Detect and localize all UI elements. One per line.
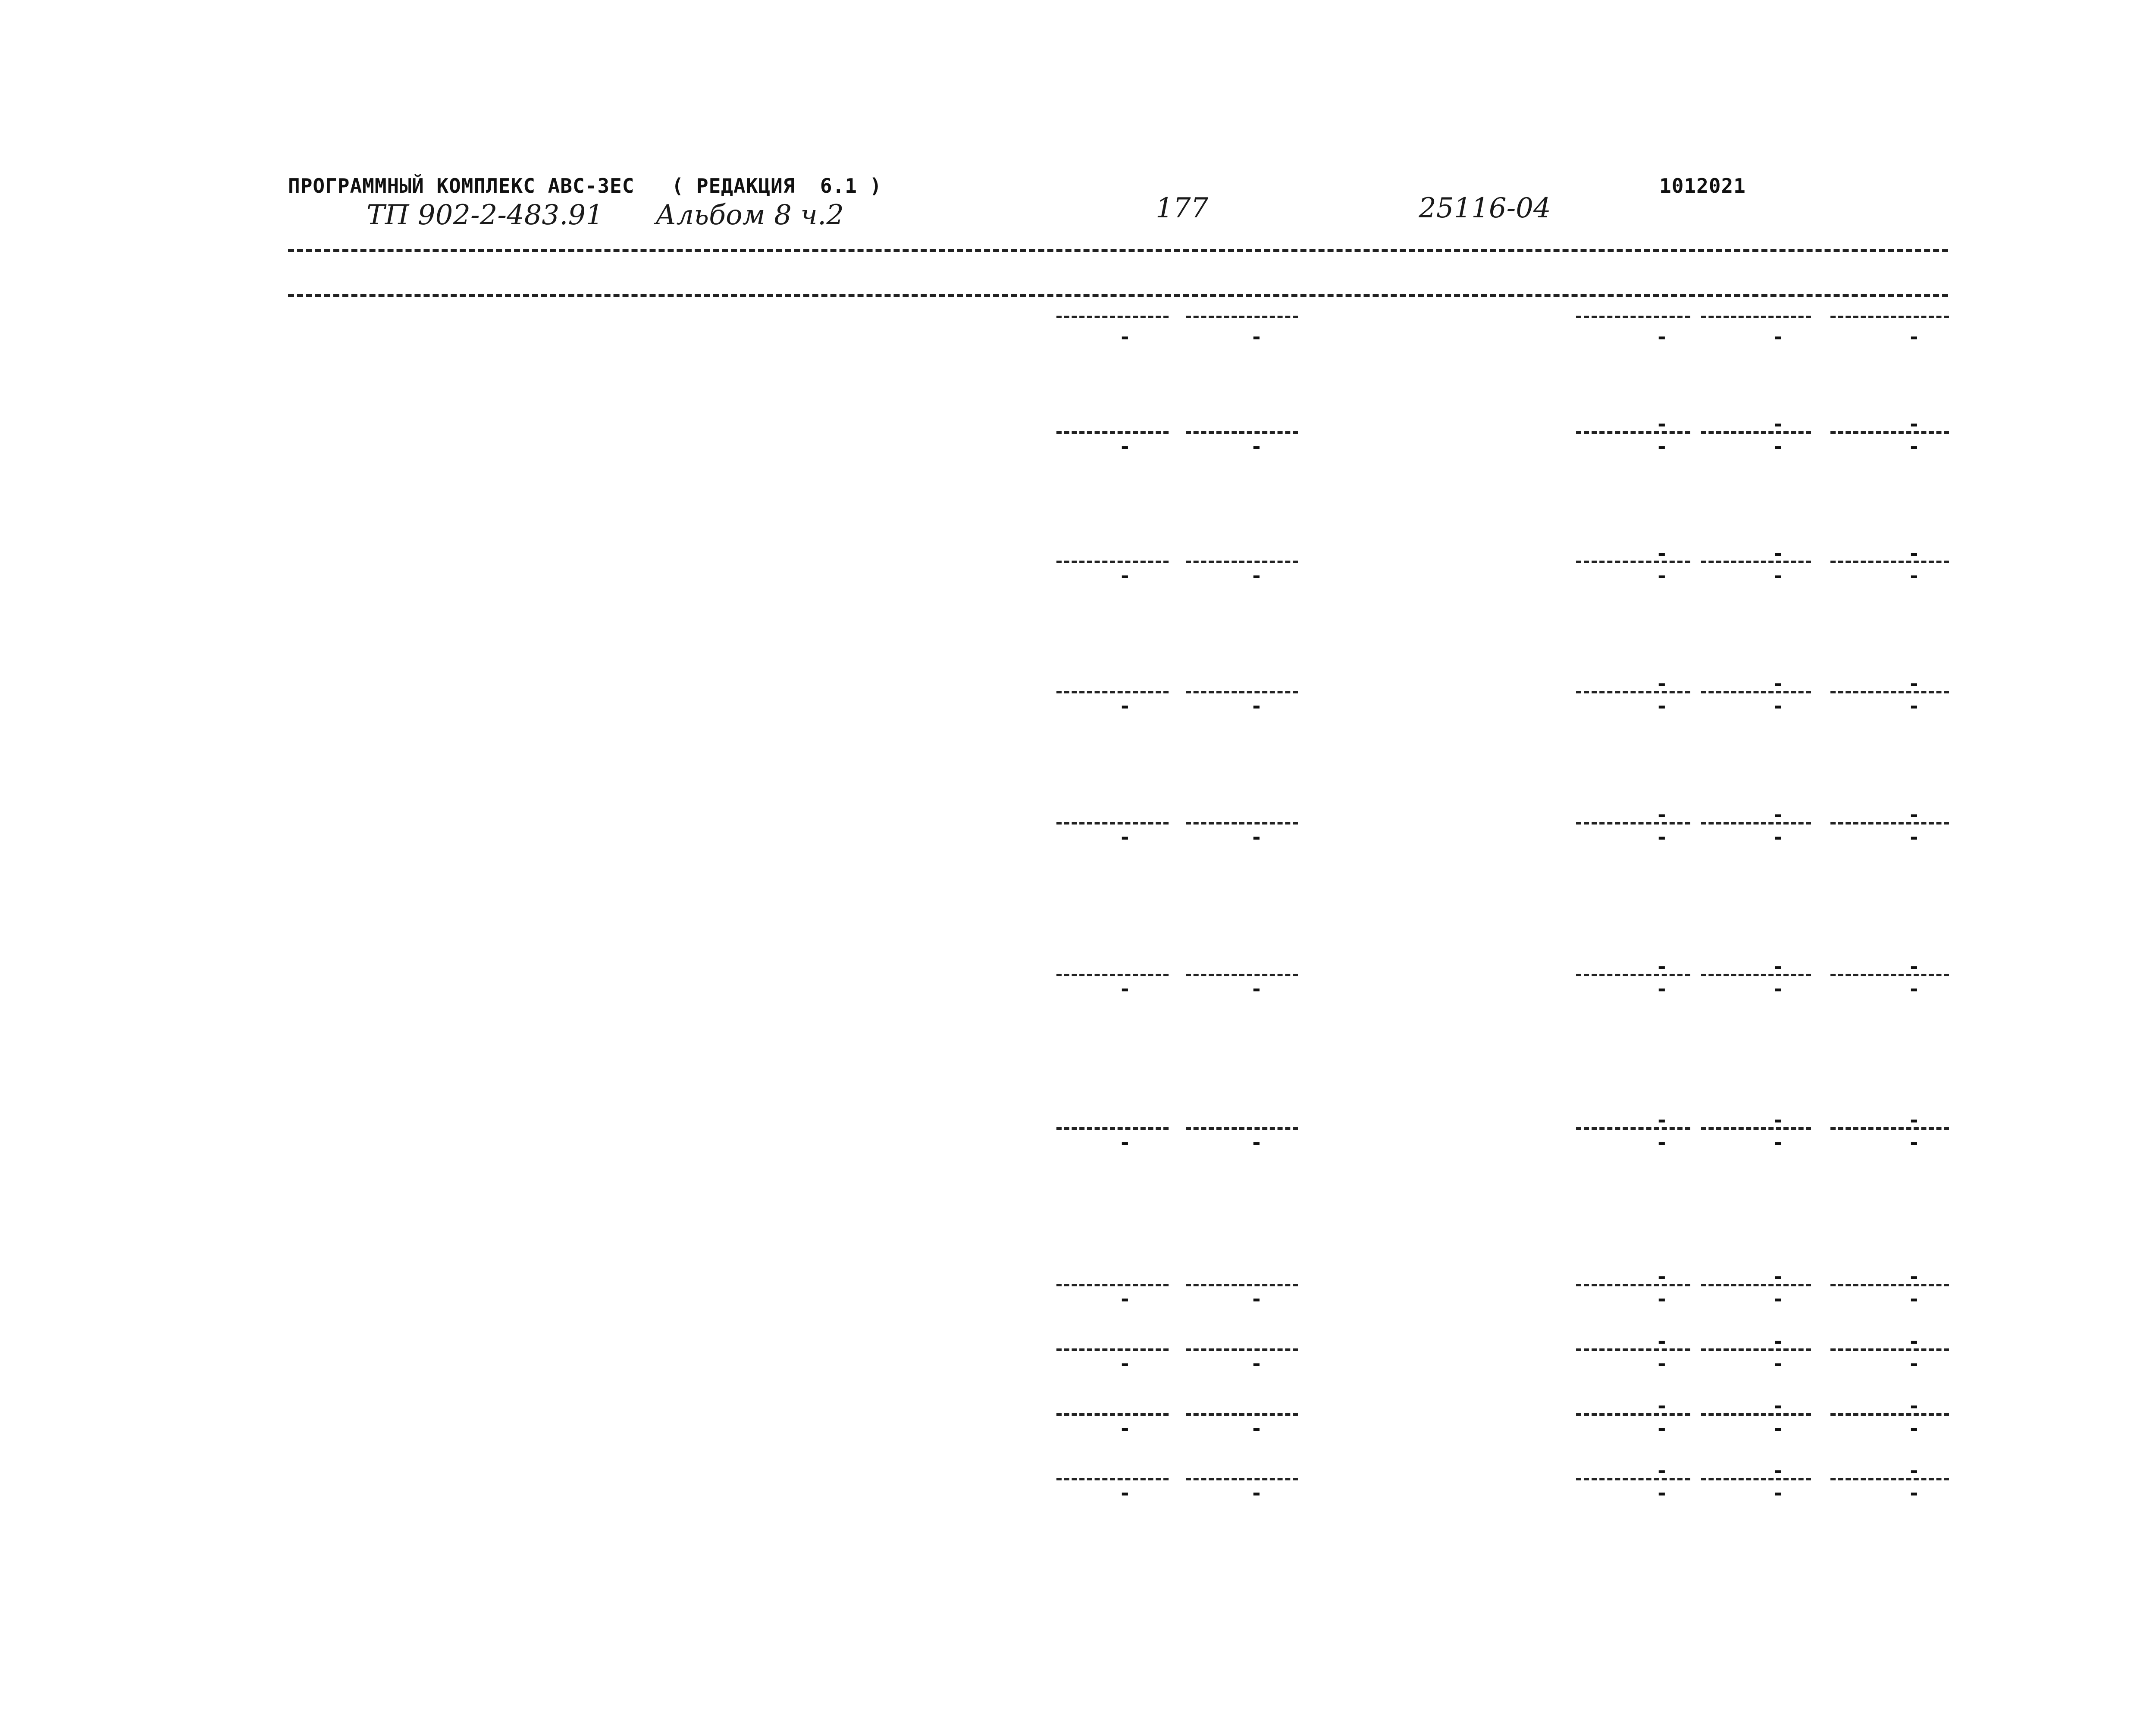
placeholder-dash-col11: - (1908, 1131, 1921, 1154)
subtotal-rule-col9 (1576, 316, 1690, 318)
placeholder-dash-col11: - (1908, 955, 1921, 978)
subtotal-rule-col9 (1576, 1284, 1690, 1286)
subtotal-rule-col11 (1830, 1284, 1949, 1286)
placeholder-dash-col5: - (1119, 1287, 1131, 1310)
placeholder-dash-col11: - (1908, 1481, 1921, 1505)
subtotal-rule-col11 (1830, 691, 1949, 693)
placeholder-dash-col6: - (1250, 1131, 1263, 1154)
placeholder-dash-col5: - (1119, 325, 1131, 348)
subtotal-rule-col9 (1576, 691, 1690, 693)
placeholder-dash-col10: - (1772, 977, 1785, 1000)
placeholder-dash-col10: - (1772, 435, 1785, 458)
subtotal-rule-col6 (1186, 822, 1298, 825)
program-header: ПРОГРАММНЫЙ КОМПЛЕКС АВС-3ЕС ( РЕДАКЦИЯ 6.1 ) (288, 174, 882, 198)
subtotal-rule-col6 (1186, 561, 1298, 563)
placeholder-dash-col9: - (1656, 1131, 1668, 1154)
placeholder-dash-col10: - (1772, 1394, 1785, 1417)
placeholder-dash-col10: - (1772, 672, 1785, 695)
placeholder-dash-col11: - (1908, 542, 1921, 565)
placeholder-dash-col10: - (1772, 1352, 1785, 1375)
subtotal-rule-col5 (1056, 1127, 1169, 1130)
subtotal-rule-col11 (1830, 316, 1949, 318)
placeholder-dash-col6: - (1250, 564, 1263, 587)
placeholder-dash-col9: - (1656, 1459, 1668, 1482)
placeholder-dash-col5: - (1119, 977, 1131, 1000)
placeholder-dash-col10: - (1772, 1481, 1785, 1505)
placeholder-dash-col10: - (1772, 412, 1785, 436)
placeholder-dash-col11: - (1908, 1265, 1921, 1288)
placeholder-dash-col11: - (1908, 825, 1921, 849)
subtotal-rule-col9 (1576, 431, 1690, 434)
placeholder-dash-col11: - (1908, 1108, 1921, 1132)
subtotal-rule-col10 (1701, 822, 1811, 825)
placeholder-dash-col9: - (1656, 825, 1668, 849)
placeholder-dash-col10: - (1772, 1131, 1785, 1154)
placeholder-dash-col11: - (1908, 1394, 1921, 1417)
subtotal-rule-col10 (1701, 974, 1811, 976)
subtotal-rule-col11 (1830, 1478, 1949, 1480)
subtotal-rule-col11 (1830, 1348, 1949, 1351)
placeholder-dash-col9: - (1656, 412, 1668, 436)
placeholder-dash-col9: - (1656, 325, 1668, 348)
subtotal-rule-col11 (1830, 561, 1949, 563)
placeholder-dash-col9: - (1656, 1481, 1668, 1505)
placeholder-dash-col6: - (1250, 1352, 1263, 1375)
placeholder-dash-col11: - (1908, 1417, 1921, 1440)
placeholder-dash-col5: - (1119, 1481, 1131, 1505)
placeholder-dash-col11: - (1908, 1329, 1921, 1353)
subtotal-rule-col10 (1701, 431, 1811, 434)
placeholder-dash-col9: - (1656, 435, 1668, 458)
placeholder-dash-col5: - (1119, 435, 1131, 458)
placeholder-dash-col11: - (1908, 1287, 1921, 1310)
placeholder-dash-col10: - (1772, 955, 1785, 978)
placeholder-dash-col10: - (1772, 325, 1785, 348)
subtotal-rule-col5 (1056, 561, 1169, 563)
placeholder-dash-col11: - (1908, 694, 1921, 718)
document-code: 1012021 (1659, 174, 1746, 198)
placeholder-dash-col5: - (1119, 694, 1131, 718)
placeholder-dash-col9: - (1656, 542, 1668, 565)
subtotal-rule-col10 (1701, 691, 1811, 693)
placeholder-dash-col9: - (1656, 1394, 1668, 1417)
subtotal-rule-col6 (1186, 1127, 1298, 1130)
placeholder-dash-col10: - (1772, 542, 1785, 565)
placeholder-dash-col6: - (1250, 694, 1263, 718)
subtotal-rule-col9 (1576, 1127, 1690, 1130)
placeholder-dash-col11: - (1908, 977, 1921, 1000)
handwritten-project: ТП 902-2-483.91 (367, 199, 603, 231)
placeholder-dash-col10: - (1772, 803, 1785, 826)
subtotal-rule-col5 (1056, 1413, 1169, 1416)
placeholder-dash-col6: - (1250, 825, 1263, 849)
subtotal-rule-col5 (1056, 691, 1169, 693)
subtotal-rule-col9 (1576, 1413, 1690, 1416)
subtotal-rule-col6 (1186, 1478, 1298, 1480)
placeholder-dash-col10: - (1772, 825, 1785, 849)
placeholder-dash-col10: - (1772, 1287, 1785, 1310)
placeholder-dash-col11: - (1908, 672, 1921, 695)
handwritten-album: Альбом 8 ч.2 (655, 199, 844, 231)
placeholder-dash-col10: - (1772, 1108, 1785, 1132)
placeholder-dash-col11: - (1908, 412, 1921, 436)
placeholder-dash-col9: - (1656, 1329, 1668, 1353)
placeholder-dash-col6: - (1250, 1417, 1263, 1440)
subtotal-rule-col9 (1576, 561, 1690, 563)
subtotal-rule-col11 (1830, 1413, 1949, 1416)
subtotal-rule-col10 (1701, 1413, 1811, 1416)
header-bottom-rule (288, 294, 1948, 297)
subtotal-rule-col9 (1576, 1348, 1690, 1351)
subtotal-rule-col9 (1576, 974, 1690, 976)
placeholder-dash-col10: - (1772, 564, 1785, 587)
placeholder-dash-col5: - (1119, 1417, 1131, 1440)
placeholder-dash-col6: - (1250, 325, 1263, 348)
subtotal-rule-col6 (1186, 1284, 1298, 1286)
placeholder-dash-col5: - (1119, 1131, 1131, 1154)
placeholder-dash-col9: - (1656, 564, 1668, 587)
subtotal-rule-col6 (1186, 691, 1298, 693)
placeholder-dash-col10: - (1772, 1417, 1785, 1440)
placeholder-dash-col6: - (1250, 1481, 1263, 1505)
subtotal-rule-col9 (1576, 822, 1690, 825)
placeholder-dash-col9: - (1656, 1287, 1668, 1310)
placeholder-dash-col11: - (1908, 325, 1921, 348)
subtotal-rule-col11 (1830, 431, 1949, 434)
placeholder-dash-col11: - (1908, 803, 1921, 826)
subtotal-rule-col5 (1056, 1348, 1169, 1351)
placeholder-dash-col9: - (1656, 1108, 1668, 1132)
placeholder-dash-col9: - (1656, 1417, 1668, 1440)
subtotal-rule-col5 (1056, 431, 1169, 434)
subtotal-rule-col10 (1701, 561, 1811, 563)
subtotal-rule-col6 (1186, 1413, 1298, 1416)
subtotal-rule-col9 (1576, 1478, 1690, 1480)
subtotal-rule-col5 (1056, 974, 1169, 976)
placeholder-dash-col6: - (1250, 977, 1263, 1000)
placeholder-dash-col5: - (1119, 564, 1131, 587)
placeholder-dash-col10: - (1772, 694, 1785, 718)
subtotal-rule-col6 (1186, 431, 1298, 434)
subtotal-rule-col5 (1056, 1478, 1169, 1480)
placeholder-dash-col6: - (1250, 435, 1263, 458)
subtotal-rule-col11 (1830, 1127, 1949, 1130)
subtotal-rule-col10 (1701, 1284, 1811, 1286)
placeholder-dash-col9: - (1656, 955, 1668, 978)
subtotal-rule-col10 (1701, 1478, 1811, 1480)
subtotal-rule-col5 (1056, 822, 1169, 825)
subtotal-rule-col6 (1186, 316, 1298, 318)
subtotal-rule-col10 (1701, 1127, 1811, 1130)
handwritten-page-number: 177 (1156, 192, 1209, 224)
placeholder-dash-col10: - (1772, 1329, 1785, 1353)
placeholder-dash-col11: - (1908, 1459, 1921, 1482)
subtotal-rule-col6 (1186, 1348, 1298, 1351)
placeholder-dash-col10: - (1772, 1459, 1785, 1482)
placeholder-dash-col11: - (1908, 435, 1921, 458)
placeholder-dash-col6: - (1250, 1287, 1263, 1310)
subtotal-rule-col6 (1186, 974, 1298, 976)
placeholder-dash-col5: - (1119, 825, 1131, 849)
subtotal-rule-col11 (1830, 974, 1949, 976)
placeholder-dash-col9: - (1656, 672, 1668, 695)
subtotal-rule-col10 (1701, 1348, 1811, 1351)
placeholder-dash-col11: - (1908, 1352, 1921, 1375)
placeholder-dash-col5: - (1119, 1352, 1131, 1375)
placeholder-dash-col9: - (1656, 694, 1668, 718)
placeholder-dash-col10: - (1772, 1265, 1785, 1288)
placeholder-dash-col9: - (1656, 1265, 1668, 1288)
placeholder-dash-col9: - (1656, 1352, 1668, 1375)
header-top-rule (288, 249, 1948, 252)
placeholder-dash-col9: - (1656, 977, 1668, 1000)
handwritten-reference: 25116-04 (1419, 192, 1551, 224)
subtotal-rule-col11 (1830, 822, 1949, 825)
subtotal-rule-col10 (1701, 316, 1811, 318)
placeholder-dash-col9: - (1656, 803, 1668, 826)
subtotal-rule-col5 (1056, 1284, 1169, 1286)
placeholder-dash-col11: - (1908, 564, 1921, 587)
subtotal-rule-col5 (1056, 316, 1169, 318)
